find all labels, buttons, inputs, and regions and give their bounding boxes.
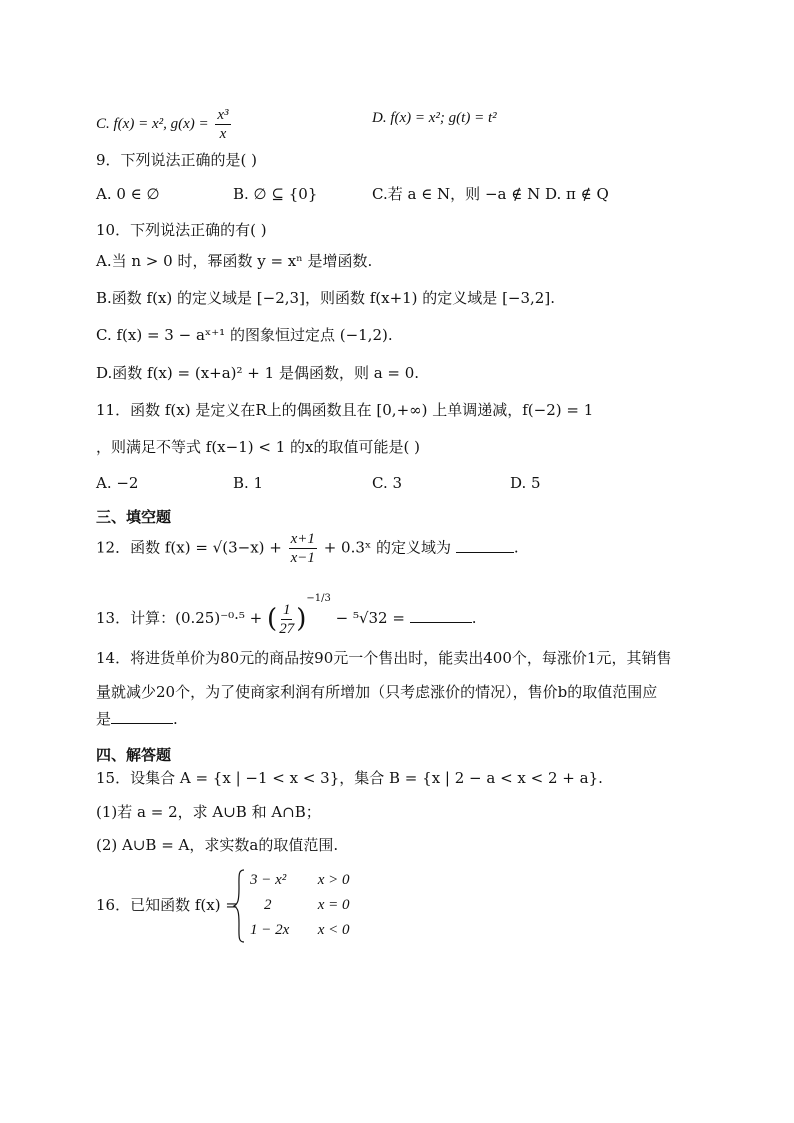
q12-text-post: + 0.3ˣ 的定义域为 [323,538,452,557]
fraction-denominator: x−1 [290,550,315,566]
q16-case-3-cond: x < 0 [317,922,350,938]
q12: 12．函数 f(x) = √(3−x) + $\frac{x+1}{x-1}$ + 0.3ˣ 的定义域为 . [96,531,519,566]
fraction-denominator: x [219,126,227,142]
q16-case-2-cond: x = 0 [317,897,350,913]
fraction-numerator: x+1 [290,531,315,547]
q8-option-c-text: C. f(x) = x², g(x) = [96,115,209,132]
q16-case-3 [250,918,350,943]
q15-part1: (1)若 a = 2，求 A∪B 和 A∩B； [96,803,321,821]
q9-option-a: A. 0 ∈ ∅ [96,185,160,203]
q12-answer-blank [456,552,514,553]
section-fill-in-heading: 三、填空题 [96,508,172,526]
q14-line3-text: 是 [96,710,112,728]
q16-stem: 16．已知函数 f(x) = [96,896,238,914]
q13: 13．计算：(0.25)⁻⁰·⁵ + ( $\frac{1}{27}$ )$^{-1/3}$ − ⁵√32 = . [96,593,477,637]
q14-line2: 量就减少20个，为了使商家利润有所增加（只考虑涨价的情况），售价b的取值范围应 [96,683,658,701]
q16-case-2-expr: 2 [264,897,272,913]
q11-stem-line2: ，则满足不等式 f(x−1) < 1 的x的取值可能是( ) [96,438,420,456]
q11-option-d: D. 5 [510,474,541,492]
q10-option-d: D.函数 f(x) = (x+a)² + 1 是偶函数，则 a = 0. [96,364,420,382]
section-answer-heading: 四、解答题 [96,746,172,764]
q16-case-1-cond: x > 0 [317,872,350,888]
q13-fraction [277,601,296,638]
q16-case-1 [250,868,350,893]
q9-option-cd: C.若 a ∈ N，则 −a ∉ N D. π ∉ Q [372,185,609,203]
q13-text-pre: 13．计算：(0.25)⁻⁰·⁵ + [96,609,263,627]
left-brace-icon [232,868,246,944]
q11-option-c: C. 3 [372,474,403,492]
q10-option-c: C. f(x) = 3 − aˣ⁺¹ 的图象恒过定点 (−1,2). [96,326,393,344]
q15-part2: (2) A∪B = A，求实数a的取值范围. [96,836,339,854]
q10-option-b: B.函数 f(x) 的定义域是 [−2,3]，则函数 f(x+1) 的定义域是 [−3,2]. [96,289,555,307]
q11-option-b: B. 1 [233,474,264,492]
q14-line3: 是 . [96,710,178,728]
q16-case-3-expr: 1 − 2x [250,922,290,938]
q16-case-1-expr: 3 − x² [250,872,287,888]
q13-text-post: − ⁵√32 = [335,609,405,627]
q10-stem: 10．下列说法正确的有( ) [96,221,267,239]
q14-line1: 14．将进货单价为80元的商品按90元一个售出时，能卖出400个，每涨价1元，其销售 [96,649,672,667]
q11-option-a: A. −2 [96,474,139,492]
q16-piecewise [250,868,350,943]
q10-option-a: A.当 n > 0 时，幂函数 y = xⁿ 是增函数. [96,252,373,270]
fraction-numerator: x³ [217,107,229,123]
q16-brace [232,868,246,948]
q8-option-d: D. f(x) = x²; g(t) = t² [372,110,497,126]
q9-option-b: B. ∅ ⊆ {0} [233,185,318,203]
q13-exponent: −1/3 [306,593,331,604]
q9-stem: 9．下列说法正确的是( ) [96,151,258,169]
q15-stem: 15．设集合 A = {x | −1 < x < 3}，集合 B = {x | 2 − a < x < 2 + a}. [96,769,603,787]
fraction-numerator: 1 [282,601,291,618]
q16-case-2 [250,893,350,918]
q13-answer-blank [410,622,472,623]
q12-fraction [289,530,317,567]
q8-option-c-fraction [215,106,230,143]
q12-text-pre: 12．函数 f(x) = √(3−x) + [96,538,282,557]
q14-answer-blank [111,723,173,724]
q11-stem-line1: 11．函数 f(x) 是定义在R上的偶函数且在 [0,+∞) 上单调递减，f(−2) = 1 [96,401,594,419]
q8-option-c [96,106,231,143]
fraction-denominator: 27 [279,620,295,637]
